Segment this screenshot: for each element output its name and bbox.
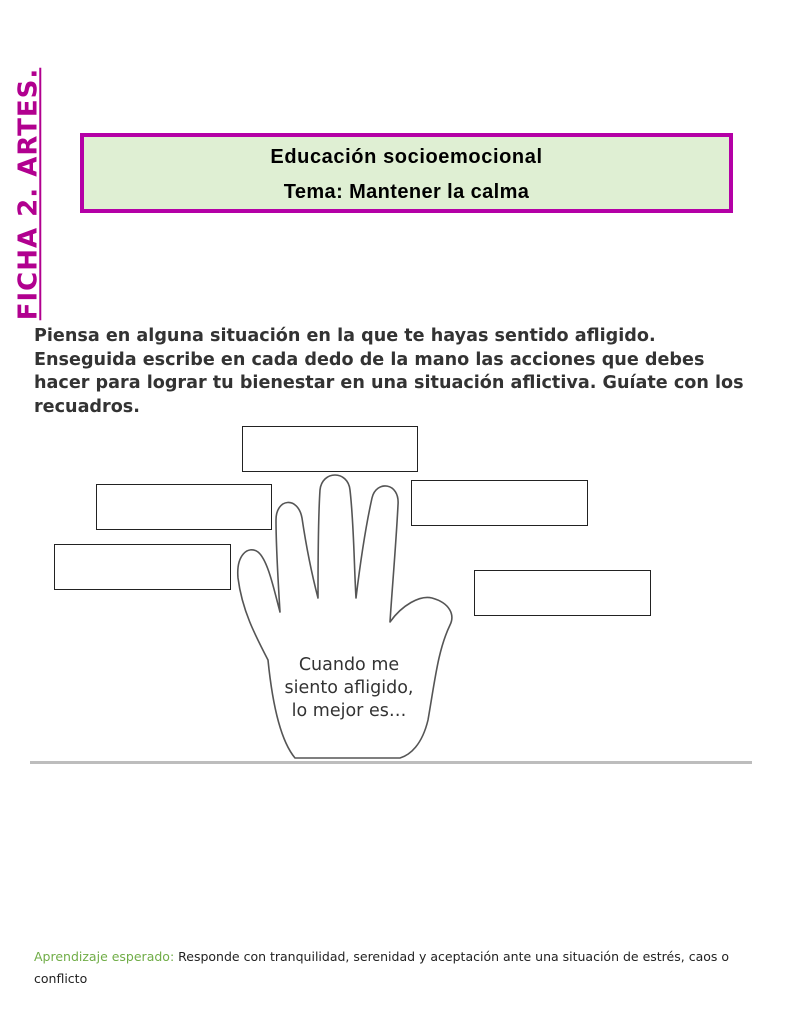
- answer-box-left[interactable]: [54, 544, 231, 590]
- hand-prompt-text: [278, 654, 420, 723]
- subject-title: Educación socioemocional: [270, 146, 543, 168]
- footer-label: Aprendizaje esperado:: [34, 949, 175, 964]
- hand-prompt-line-3: lo mejor es…: [291, 701, 407, 721]
- hand-prompt-line-2: siento afligido,: [284, 678, 414, 698]
- instructions-text: Piensa en alguna situación en la que te hayas sentido afligido. Enseguida escribe en cada dedo de la mano las acciones que debes hacer para lograr tu bienestar en una situación aflictiva. Guíate con los recuadros.: [34, 326, 744, 417]
- topic-title: Tema: Mantener la calma: [283, 181, 530, 203]
- answer-box-upper-right[interactable]: [411, 480, 588, 526]
- footer-text: Responde con tranquilidad, serenidad y aceptación ante una situación de estrés, caos o conflicto: [34, 949, 730, 986]
- answer-box-upper-left[interactable]: [96, 484, 272, 530]
- answer-box-top-center[interactable]: [242, 426, 418, 472]
- divider-line: [30, 761, 752, 764]
- answer-box-right[interactable]: [474, 570, 651, 616]
- ficha-title-text: FICHA 2. ARTES.: [13, 67, 44, 321]
- footer-expected-learning: [34, 946, 754, 990]
- hand-prompt-line-1: Cuando me: [298, 655, 400, 675]
